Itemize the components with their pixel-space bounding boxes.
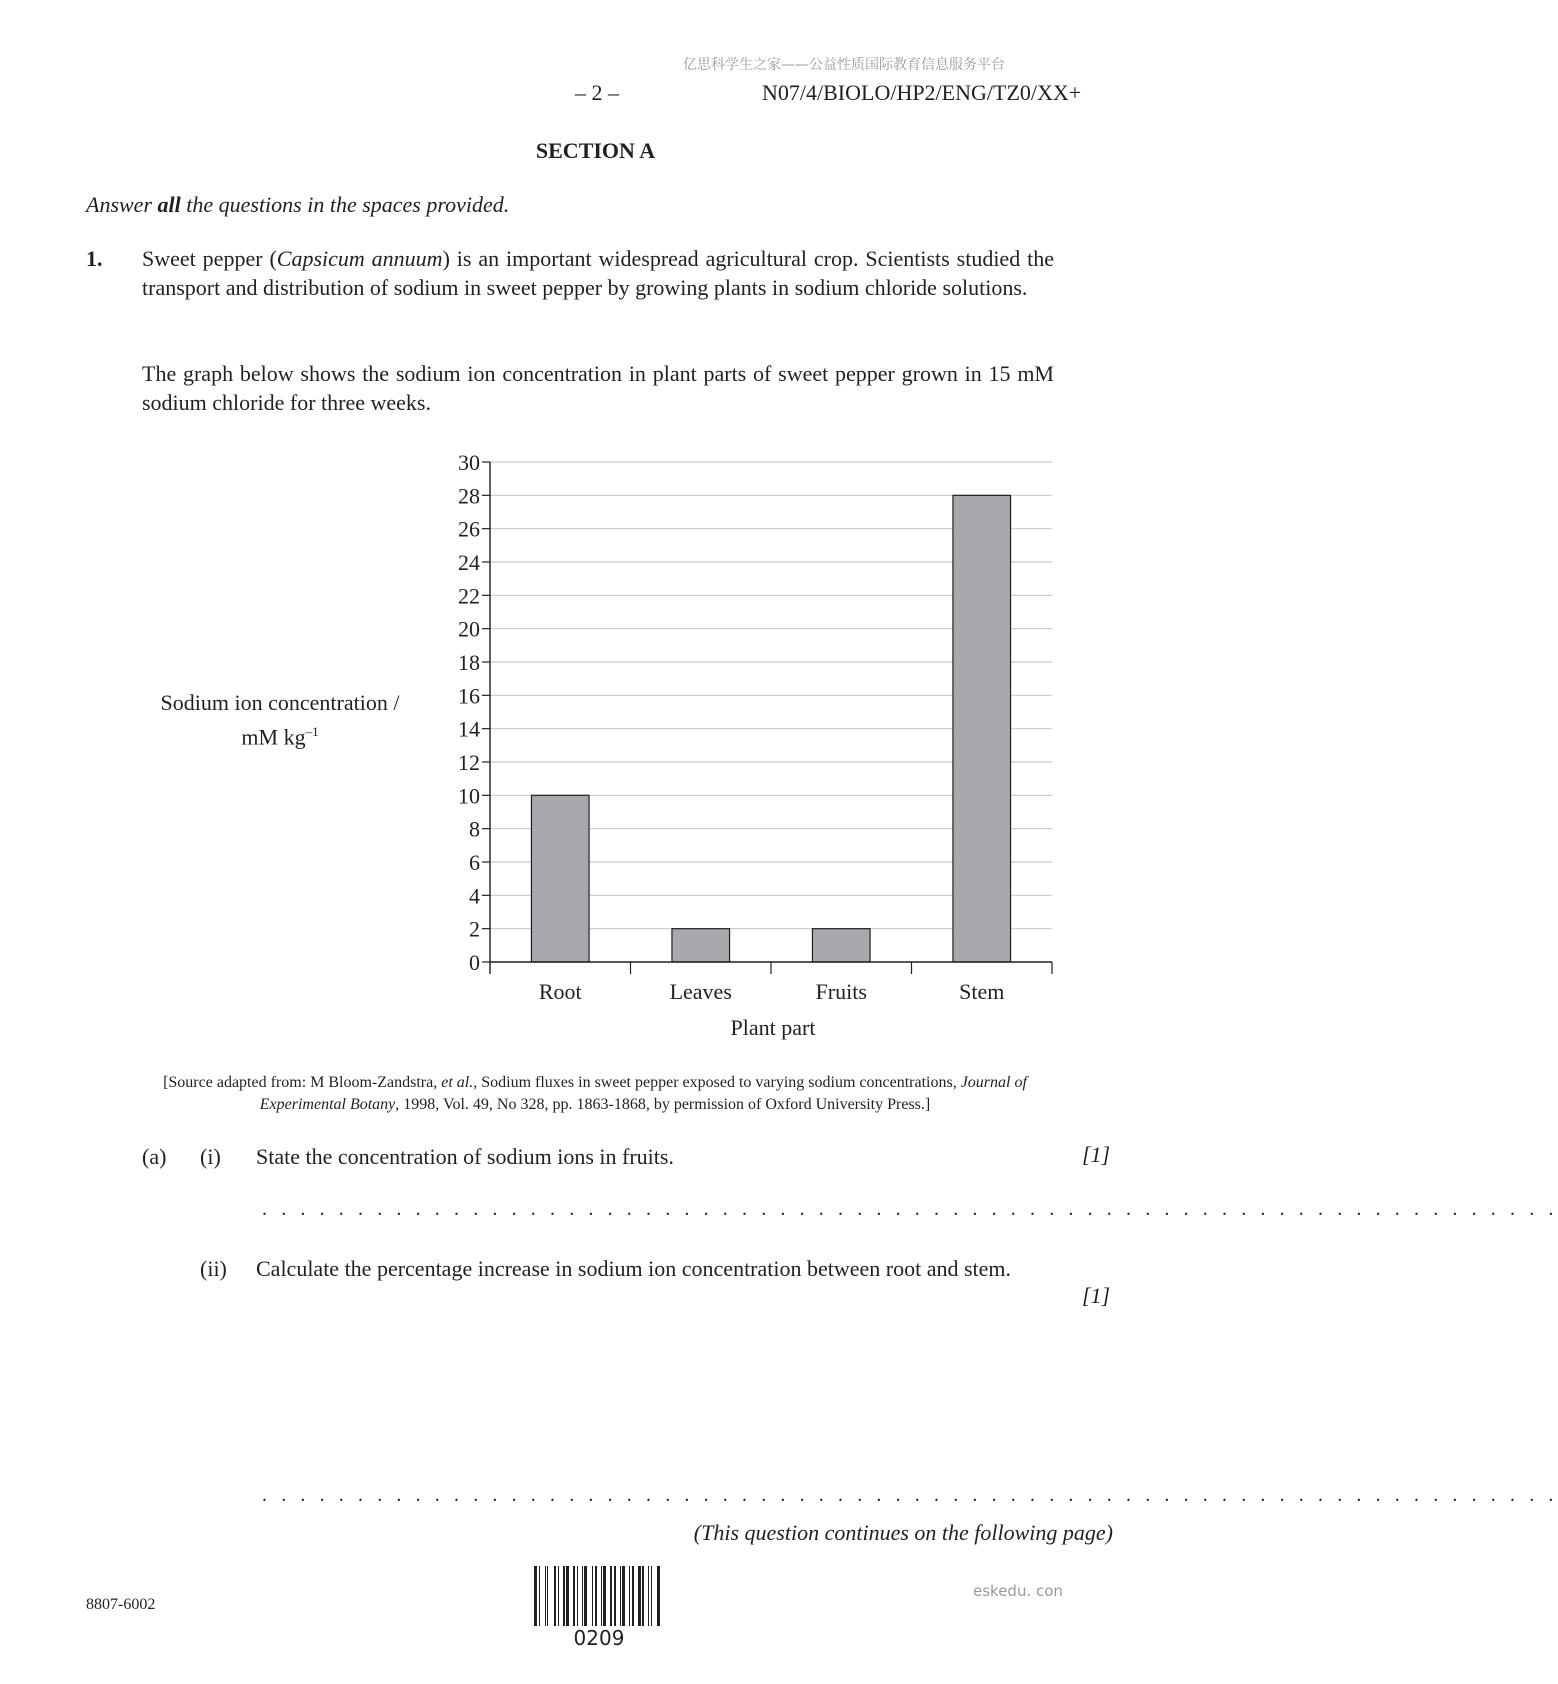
- barcode-bar: [550, 1566, 553, 1626]
- barcode-bar: [560, 1566, 561, 1626]
- x-tick-label-stem: Stem: [959, 979, 1005, 1004]
- y-tick-label-22: 22: [458, 583, 480, 609]
- y-tick-label-12: 12: [458, 750, 480, 775]
- source-etal: et al.: [441, 1074, 474, 1091]
- barcode-bar: [614, 1566, 616, 1626]
- footer-watermark: eskedu. con: [973, 1582, 1063, 1600]
- barcode-bar: [539, 1566, 540, 1626]
- para1-a: Sweet pepper (: [142, 246, 277, 271]
- y-tick-label-20: 20: [458, 616, 480, 642]
- barcode-bar: [629, 1566, 630, 1626]
- source-c: , 1998, Vol. 49, No 328, pp. 1863-1868, by permission of Oxford University Press.]: [395, 1096, 931, 1113]
- barcode-bar: [642, 1566, 644, 1626]
- barcode-bar: [589, 1566, 591, 1626]
- y-tick-label-30: 30: [458, 450, 480, 475]
- barcode-bar: [566, 1566, 569, 1626]
- barcode-bar: [620, 1566, 621, 1626]
- barcode-bar: [582, 1566, 583, 1626]
- part-a-ii-label: (ii): [200, 1256, 227, 1281]
- para1-b: ) is an important widespread agricultural crop. Scientists studied the transport and distribution of sodium in sweet pepper by growing plants in sodium chloride solutions.: [142, 246, 1054, 300]
- continues-note: (This question continues on the following page): [693, 1520, 1113, 1545]
- instruction-bold: all: [157, 192, 181, 217]
- bar-root: [531, 795, 589, 962]
- barcode-bar: [617, 1566, 618, 1626]
- question-para-2: The graph below shows the sodium ion concentration in plant parts of sweet pepper grown in 15 mM sodium chloride for three weeks.: [142, 361, 1054, 415]
- barcode-number: 0209: [573, 1626, 625, 1650]
- barcode-bar: [638, 1566, 641, 1626]
- barcode-bar: [610, 1566, 612, 1626]
- barcode-bar: [563, 1566, 565, 1626]
- source-journal-1: Journal of: [960, 1074, 1027, 1091]
- barcode-bar: [622, 1566, 625, 1626]
- y-tick-label-0: 0: [469, 950, 480, 975]
- barcode-bar: [577, 1566, 578, 1626]
- barcode-bar: [635, 1566, 636, 1626]
- y-tick-label-18: 18: [458, 650, 480, 675]
- source-citation: [100, 1072, 1090, 1116]
- page-number: – 2 –: [575, 80, 619, 105]
- barcode-bar: [627, 1566, 628, 1626]
- y-tick-label-6: 6: [469, 850, 480, 875]
- barcode-bar: [558, 1566, 559, 1626]
- section-title: SECTION A: [535, 138, 656, 163]
- answer-line-a-i[interactable]: . . . . . . . . . . . . . . . . . . . . . . . . . . . . . . . . . . . . . . . . . . . . . . . . . . . . . . . . . . . . . . . . . . . .: [262, 1198, 1558, 1220]
- y-tick-label-14: 14: [458, 716, 480, 742]
- y-axis-unit-sup: –1: [305, 724, 319, 739]
- instruction-before: Answer: [86, 192, 158, 217]
- barcode-bar: [651, 1566, 652, 1626]
- barcode-bar: [646, 1566, 647, 1626]
- y-axis-label-line1: Sodium ion concentration /: [160, 690, 400, 715]
- barcode-bar: [545, 1566, 546, 1626]
- y-tick-label-24: 24: [458, 550, 480, 575]
- y-tick-label-2: 2: [469, 916, 480, 942]
- barcode-bar: [534, 1566, 537, 1626]
- barcode-bar: [608, 1566, 609, 1626]
- part-a-i-label: (i): [200, 1144, 221, 1169]
- bar-chart: [0, 0, 1191, 1100]
- answer-line-a-ii[interactable]: . . . . . . . . . . . . . . . . . . . . . . . . . . . . . . . . . . . . . . . . . . . . . . . . . . . . . . . . . . . . . . . . . . . .: [262, 1484, 1558, 1506]
- paper-code: N07/4/BIOLO/HP2/ENG/TZ0/XX+: [762, 80, 1082, 105]
- x-tick-label-fruits: Fruits: [815, 979, 867, 1004]
- part-a-ii-marks: [1]: [1082, 1283, 1111, 1308]
- barcode-bar: [595, 1566, 597, 1626]
- part-a-i-marks: [1]: [1082, 1142, 1111, 1167]
- bar-fruits: [812, 929, 870, 962]
- footer-code: 8807-6002: [86, 1596, 156, 1613]
- barcode-bar: [603, 1566, 606, 1626]
- species-name: Capsicum annuum: [276, 246, 443, 271]
- barcode-bar: [632, 1566, 634, 1626]
- x-tick-label-leaves: Leaves: [669, 979, 732, 1004]
- barcode-bar: [571, 1566, 572, 1626]
- barcode-bar: [573, 1566, 575, 1626]
- barcode-bar: [657, 1566, 660, 1626]
- instruction-after: the questions in the spaces provided.: [180, 192, 510, 217]
- bar-stem: [953, 495, 1011, 962]
- source-b: , Sodium fluxes in sweet pepper exposed to varying sodium concentrations,: [473, 1074, 961, 1091]
- source-a: [Source adapted from: M Bloom-Zandstra,: [163, 1074, 442, 1091]
- barcode-bar: [601, 1566, 602, 1626]
- y-tick-label-16: 16: [458, 683, 480, 709]
- source-journal-2: Experimental Botany: [259, 1096, 396, 1113]
- part-a-i-text: State the concentration of sodium ions in fruits.: [256, 1144, 674, 1169]
- y-tick-label-8: 8: [469, 816, 480, 842]
- y-tick-label-28: 28: [458, 483, 480, 509]
- source-line-1: [100, 1072, 1090, 1094]
- barcode-bar: [648, 1566, 649, 1626]
- x-axis-label: Plant part: [730, 1015, 816, 1040]
- barcode-bar: [547, 1566, 548, 1626]
- y-tick-label-4: 4: [469, 883, 480, 909]
- watermark-top: 亿思科学生之家——公益性质国际教育信息服务平台: [683, 57, 1005, 73]
- barcode-bar: [592, 1566, 593, 1626]
- y-axis-unit: mM kg: [241, 724, 306, 750]
- barcode-bar: [584, 1566, 587, 1626]
- barcode-bar: [653, 1566, 655, 1626]
- barcode-bar: [554, 1566, 556, 1626]
- barcode-bar: [541, 1566, 543, 1626]
- y-tick-label-10: 10: [458, 783, 480, 809]
- part-a-label: (a): [142, 1144, 167, 1169]
- part-a-ii-text: Calculate the percentage increase in sodium ion concentration between root and stem.: [256, 1256, 1012, 1281]
- bar-leaves: [672, 929, 730, 962]
- source-line-2: [100, 1094, 1090, 1116]
- x-tick-label-root: Root: [538, 979, 582, 1004]
- barcode-bar: [579, 1566, 580, 1626]
- question-number: 1.: [86, 246, 103, 271]
- barcode-bar: [598, 1566, 599, 1626]
- barcode: [534, 1566, 661, 1626]
- y-tick-label-26: 26: [458, 516, 480, 542]
